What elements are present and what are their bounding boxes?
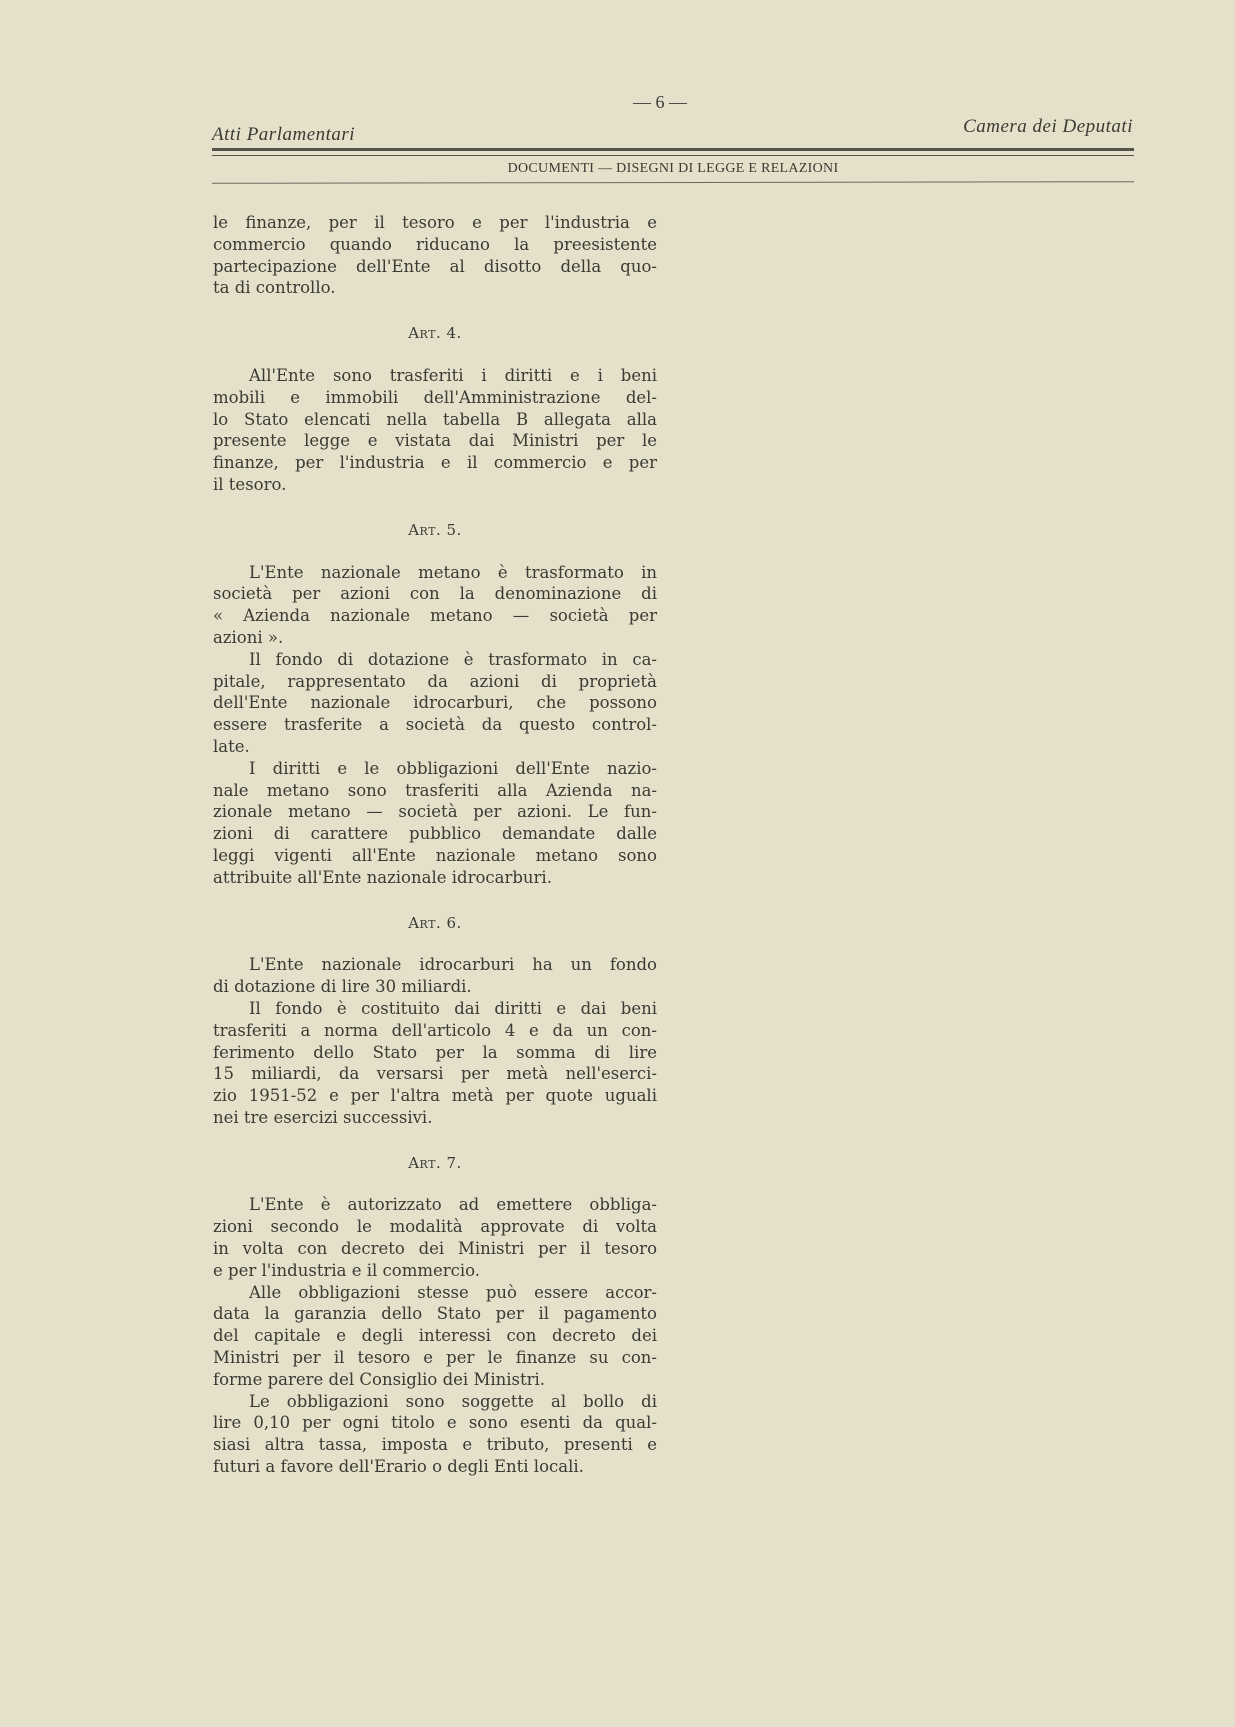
text-line: late. xyxy=(213,736,250,756)
article-section xyxy=(213,212,657,299)
text-line: zioni secondo le modalità approvate di volta xyxy=(213,1217,657,1237)
text-line: I diritti e le obbligazioni dell'Ente nazio- xyxy=(249,758,657,778)
text-line: lo Stato elencati nella tabella B allegata alla xyxy=(213,409,657,429)
header-rule-thin xyxy=(212,155,1134,156)
text-line: L'Ente nazionale idrocarburi ha un fondo xyxy=(249,955,657,975)
text-line: Il fondo è costituito dai diritti e dai beni xyxy=(249,998,657,1018)
paragraph xyxy=(213,1194,657,1281)
article-heading: Art. 5. xyxy=(408,520,462,539)
text-line: commercio quando riducano la preesistente xyxy=(213,234,657,254)
text-line: società per azioni con la denominazione di xyxy=(213,584,657,604)
text-line: zionale metano — società per azioni. Le fun- xyxy=(213,802,657,822)
article-heading: Art. 7. xyxy=(408,1153,462,1172)
text-line: ta di controllo. xyxy=(213,278,336,298)
paragraph xyxy=(213,1282,657,1391)
text-line: data la garanzia dello Stato per il pagamento xyxy=(213,1304,657,1324)
text-line: Alle obbligazioni stesse può essere accor- xyxy=(249,1282,657,1302)
text-line: finanze, per l'industria e il commercio e per xyxy=(213,453,657,473)
paragraph xyxy=(213,758,657,889)
text-line: All'Ente sono trasferiti i diritti e i beni xyxy=(249,365,657,385)
paragraph xyxy=(213,365,657,496)
text-line: e per l'industria e il commercio. xyxy=(213,1260,481,1280)
text-line: il tesoro. xyxy=(213,474,287,494)
text-line: nei tre esercizi successivi. xyxy=(213,1107,433,1127)
paragraph xyxy=(213,1391,657,1478)
header-right: Camera dei Deputati xyxy=(963,116,1133,137)
text-line: zioni di carattere pubblico demandate dalle xyxy=(213,824,657,844)
text-line: azioni ». xyxy=(213,627,284,647)
text-line: « Azienda nazionale metano — società per xyxy=(213,606,657,626)
article-heading: Art. 4. xyxy=(408,324,462,343)
text-line: essere trasferite a società da questo control- xyxy=(213,715,657,735)
text-column xyxy=(213,212,657,1486)
text-line: di dotazione di lire 30 miliardi. xyxy=(213,977,472,997)
text-line: pitale, rappresentato da azioni di proprietà xyxy=(213,671,657,691)
text-line: L'Ente nazionale metano è trasformato in xyxy=(249,562,657,582)
text-line: Il fondo di dotazione è trasformato in ca- xyxy=(249,649,657,669)
text-line: del capitale e degli interessi con decreto dei xyxy=(213,1326,657,1346)
article-section xyxy=(213,520,657,889)
text-line: zio 1951-52 e per l'altra metà per quote uguali xyxy=(213,1086,657,1106)
text-line: leggi vigenti all'Ente nazionale metano sono xyxy=(213,845,657,865)
paragraph xyxy=(213,649,657,758)
header-left: Atti Parlamentari xyxy=(212,124,356,145)
text-line: ferimento dello Stato per la somma di lire xyxy=(213,1042,657,1062)
text-line: in volta con decreto dei Ministri per il tesoro xyxy=(213,1239,657,1259)
text-line: forme parere del Consiglio dei Ministri. xyxy=(213,1369,546,1389)
header-subtitle: DOCUMENTI — DISEGNI DI LEGGE E RELAZIONI xyxy=(507,161,839,176)
article-section xyxy=(213,1153,657,1478)
text-line: siasi altra tassa, imposta e tributo, presenti e xyxy=(213,1435,657,1455)
paragraph xyxy=(213,562,657,649)
article-section xyxy=(213,323,657,496)
article-section xyxy=(213,913,657,1129)
page-number: — 6 — xyxy=(633,92,687,112)
paragraph xyxy=(213,954,657,998)
subtitle-rule xyxy=(212,181,1134,184)
text-line: trasferiti a norma dell'articolo 4 e da un con- xyxy=(213,1020,657,1040)
text-line: partecipazione dell'Ente al disotto della quo- xyxy=(213,256,657,276)
text-line: nale metano sono trasferiti alla Azienda na- xyxy=(213,780,657,800)
text-line: L'Ente è autorizzato ad emettere obbliga- xyxy=(249,1195,657,1215)
header-rule xyxy=(212,148,1134,151)
paragraph xyxy=(213,998,657,1129)
text-line: lire 0,10 per ogni titolo e sono esenti da qual- xyxy=(213,1413,657,1433)
text-line: presente legge e vistata dai Ministri per le xyxy=(213,431,657,451)
text-line: dell'Ente nazionale idrocarburi, che possono xyxy=(213,693,657,713)
text-line: 15 miliardi, da versarsi per metà nell'eserci- xyxy=(213,1064,657,1084)
paragraph xyxy=(213,212,657,299)
text-line: Ministri per il tesoro e per le finanze su con- xyxy=(213,1348,657,1368)
text-line: le finanze, per il tesoro e per l'industria e xyxy=(213,213,657,232)
article-heading: Art. 6. xyxy=(408,913,462,932)
text-line: Le obbligazioni sono soggette al bollo di xyxy=(249,1391,657,1411)
text-line: mobili e immobili dell'Amministrazione del- xyxy=(213,387,657,407)
text-line: attribuite all'Ente nazionale idrocarburi. xyxy=(213,867,552,887)
text-line: futuri a favore dell'Erario o degli Enti locali. xyxy=(213,1457,584,1477)
